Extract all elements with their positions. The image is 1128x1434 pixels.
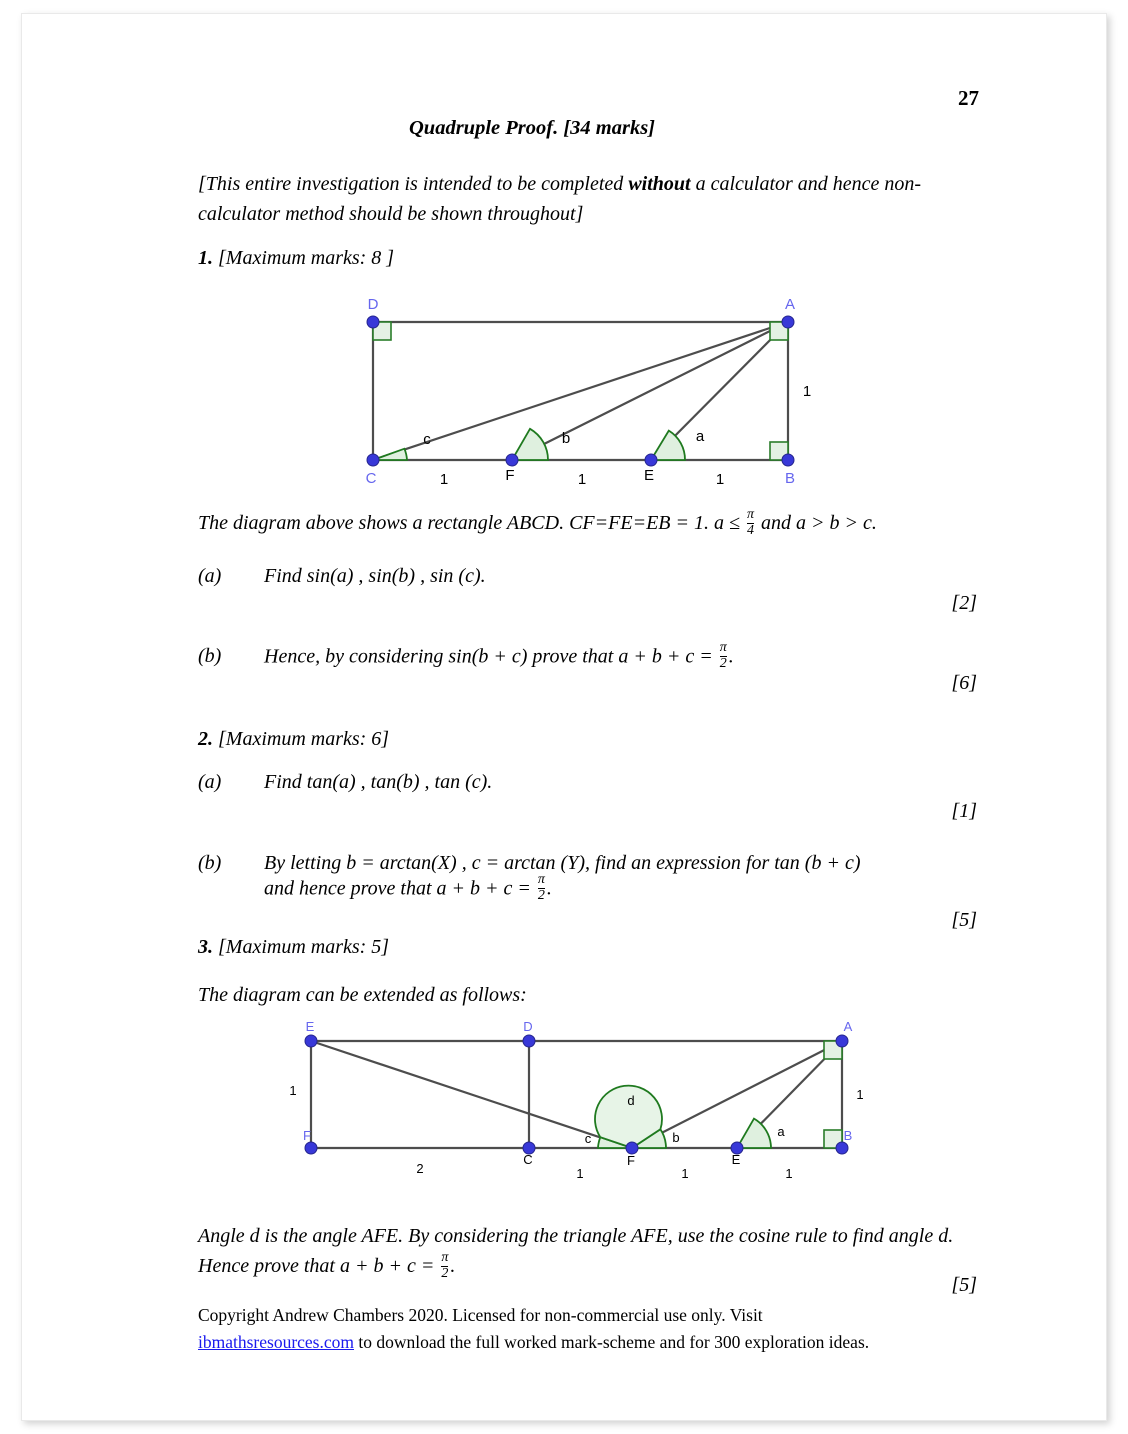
question-3-number: 3. (198, 936, 213, 958)
side-label-left-height: 1 (289, 1083, 297, 1098)
vertex-label-C: C (365, 470, 377, 487)
part-text-1b: Hence, by considering sin(b + c) prove that a + b + c = (264, 645, 718, 668)
part-2b-fraction (538, 873, 545, 903)
part-text-2a: Find tan(a) , tan(b) , tan (c). (264, 771, 493, 793)
part-label-2b: (b) (198, 852, 222, 874)
point-E (645, 454, 657, 466)
question-1-caption (198, 508, 998, 542)
marks-2a: [1] (951, 800, 977, 822)
vertex-label-B: B (843, 1128, 853, 1143)
side-label-CF: 1 (439, 471, 449, 488)
question-1-part-a (198, 565, 988, 588)
part-2b-fraction-denominator: 2 (537, 888, 545, 904)
point-E-left (305, 1035, 317, 1047)
caption-part-1: The diagram above shows a rectangle ABCD. CF=FE=EB = 1. (198, 512, 714, 534)
question-3-intro: The diagram can be extended as follows: (198, 984, 527, 1006)
point-D (523, 1035, 535, 1047)
question-2-part-b (198, 852, 988, 907)
side-label-EB: 1 (715, 471, 725, 488)
caption-fraction-denominator: 4 (746, 522, 754, 538)
extended-rectangle-svg (277, 1018, 897, 1193)
intro-paragraph (198, 169, 988, 229)
footer (198, 1302, 998, 1356)
closing-text-part-1: Angle d is the angle AFE. By considering the triangle AFE, use the cosine rule to find angle d. Hence prove that a + b + c = (198, 1225, 954, 1277)
part-text-2b-line2: and hence prove that a + b + c = (264, 877, 536, 900)
segment-F-to-A (632, 1041, 842, 1148)
part-text-2b-line1: By letting b = arctan(X) , c = arctan (Y), find an expression for tan (b + c) (264, 852, 861, 874)
angle-label-c: c (584, 1131, 592, 1146)
page-title: Quadruple Proof. [34 marks] (408, 117, 655, 139)
question-1-marks-text: [Maximum marks: 8 ] (213, 247, 395, 269)
angle-label-b: b (561, 430, 571, 447)
angle-arc-b (512, 429, 548, 460)
document-page (21, 13, 1107, 1421)
vertex-label-E: E (731, 1152, 741, 1167)
side-label-FE: 1 (577, 471, 587, 488)
segment-FA (512, 322, 788, 460)
vertex-label-F: F (627, 1153, 635, 1168)
question-2-marks-text: [Maximum marks: 6] (213, 728, 390, 750)
footer-line-2: to download the full worked mark-scheme and for 300 exploration ideas. (354, 1332, 870, 1353)
angle-label-c: c (423, 431, 431, 448)
side-label-FC: 2 (416, 1161, 424, 1176)
rectangle-abcd-svg (352, 292, 852, 497)
side-label-EB: 1 (785, 1166, 793, 1181)
vertex-label-F-left: F (303, 1128, 311, 1143)
closing-text-part-2: . (450, 1255, 456, 1277)
question-1-part-b (198, 640, 988, 675)
part-label-1b: (b) (198, 645, 222, 668)
vertex-label-C: C (523, 1152, 533, 1167)
part-text-1a: Find sin(a) , sin(b) , sin (c). (264, 565, 486, 587)
footer-link[interactable]: ibmathsresources.com (198, 1332, 354, 1353)
part-1b-fraction (720, 641, 727, 671)
vertex-label-B: B (784, 470, 796, 487)
part-text-1b-end: . (728, 645, 734, 668)
closing-fraction (441, 1251, 448, 1281)
marks-1b: [6] (951, 672, 977, 694)
angle-label-b: b (672, 1130, 680, 1145)
vertex-label-F: F (505, 467, 515, 484)
caption-fraction-numerator: π (746, 507, 754, 523)
diagram-1 (352, 292, 852, 497)
vertex-label-E: E (643, 467, 655, 484)
page-number: 27 (958, 86, 979, 110)
vertex-label-D: D (523, 1019, 533, 1034)
question-1-heading (198, 243, 394, 273)
marks-2b: [5] (951, 909, 977, 931)
caption-part-2: and a > b > c. (756, 512, 877, 534)
question-3-heading (198, 932, 389, 962)
question-3-closing (198, 1221, 988, 1285)
part-text-2b-line2-end: . (546, 877, 552, 900)
closing-fraction-denominator: 2 (441, 1265, 449, 1281)
marks-1a: [2] (951, 592, 977, 614)
part-text-2b-line2-wrap (264, 872, 988, 907)
question-3-marks-text: [Maximum marks: 5] (213, 936, 390, 958)
point-A (836, 1035, 848, 1047)
angle-label-a: a (777, 1124, 785, 1139)
marks-3: [5] (951, 1274, 977, 1296)
question-1-number: 1. (198, 247, 213, 269)
footer-line-1: Copyright Andrew Chambers 2020. Licensed for non-commercial use only. Visit (198, 1305, 763, 1325)
caption-inequality: a ≤ (714, 512, 745, 534)
point-A (782, 316, 794, 328)
diagram-2 (277, 1018, 897, 1193)
question-2-heading (198, 724, 389, 754)
question-2-number: 2. (198, 728, 213, 750)
part-2b-fraction-numerator: π (537, 872, 545, 888)
point-B (782, 454, 794, 466)
side-label-CF2: 1 (576, 1166, 584, 1181)
part-label-2a: (a) (198, 771, 222, 793)
point-F-left (305, 1142, 317, 1154)
angle-label-d: d (627, 1093, 635, 1108)
point-D (367, 316, 379, 328)
intro-text-bold: without (628, 173, 691, 195)
part-label-1a: (a) (198, 565, 222, 587)
caption-fraction (747, 508, 754, 538)
side-label-FE: 1 (681, 1166, 689, 1181)
segment-CA (373, 322, 788, 460)
part-1b-fraction-denominator: 2 (719, 656, 727, 672)
angle-arc-a (737, 1119, 771, 1148)
angle-label-a: a (695, 428, 705, 445)
side-label-AB: 1 (802, 383, 812, 400)
point-C (367, 454, 379, 466)
side-label-AB: 1 (856, 1087, 864, 1102)
intro-text-before: [This entire investigation is intended to be completed (198, 173, 629, 195)
vertex-label-D: D (367, 296, 379, 313)
part-1b-fraction-numerator: π (719, 640, 727, 656)
intro-text-after: a calculator and hence non-calculator method should be shown throughout] (198, 173, 922, 225)
question-2-part-a (198, 771, 988, 794)
vertex-label-A: A (843, 1019, 853, 1034)
angle-arc-a (651, 431, 685, 460)
closing-fraction-numerator: π (441, 1250, 449, 1266)
point-F (506, 454, 518, 466)
vertex-label-A: A (784, 296, 796, 313)
vertex-label-E-left: E (305, 1019, 315, 1034)
point-B (836, 1142, 848, 1154)
